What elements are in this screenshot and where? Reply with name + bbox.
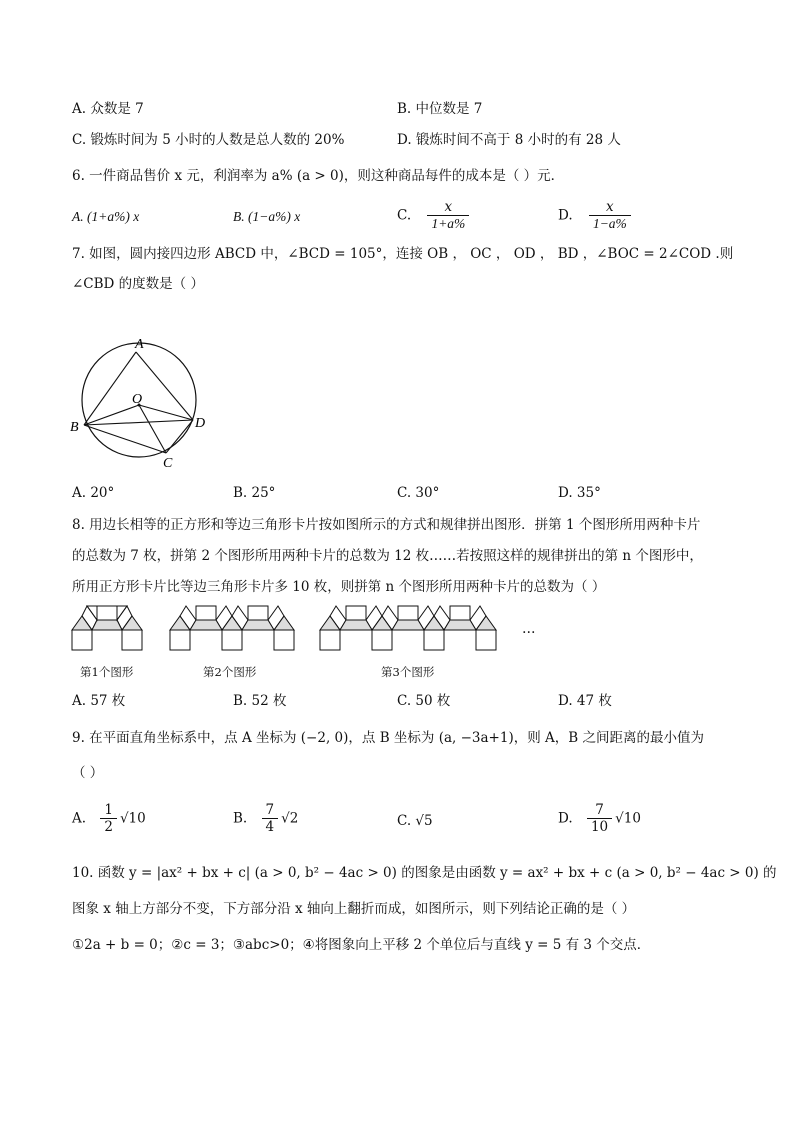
q8-stem-line1: 8. 用边长相等的正方形和等边三角形卡片按如图所示的方式和规律拼出图形．拼第 1 个图形所用两种卡片 [72,517,701,533]
q9-option-a-radical: √10 [119,810,146,827]
q6-option-c [397,199,472,232]
q5-option-d: D. 锻炼时间不高于 8 小时的有 28 人 [397,132,621,148]
q9-option-a-numerator: 1 [100,802,117,819]
pattern-figure-3 [318,602,504,654]
q8-stem-line2: 的总数为 7 枚，拼第 2 个图形所用两种卡片的总数为 12 枚……若按照这样的规律拼出的第 n 个图形中， [72,548,703,564]
q9-option-d-numerator: 7 [587,802,612,819]
q10-stem-line1: 10. 函数 y = |ax² + bx + c| (a > 0, b² − 4ac > 0) 的图象是由函数 y = ax² + bx + c (a > 0, b² − 4ac > 0) 的 [72,865,777,881]
q10-stem-line2: 图象 x 轴上方部分不变，下方部分沿 x 轴向上翻折而成，如图所示，则下列结论正确的是（ ） [72,901,636,917]
q9-option-c: C. √5 [397,813,433,829]
q6-option-c-numerator: x [427,199,469,216]
q8-option-a: A. 57 枚 [72,693,126,709]
q9-stem-line1: 9. 在平面直角坐标系中，点 A 坐标为 (−2, 0)，点 B 坐标为 (a, −3a+1)，则 A，B 之间距离的最小值为 [72,730,704,746]
point-label-b: B [70,420,79,435]
point-label-a: A [135,337,144,352]
q7-stem-line2: ∠CBD 的度数是（ ） [72,276,204,292]
q9-option-a [72,802,146,835]
pattern-caption-3: 第3个图形 [381,665,435,679]
q7-circle-figure [66,332,216,472]
point-label-o: O [132,392,143,407]
q9-option-b-denominator: 4 [265,819,275,835]
q7-stem-line1: 7. 如图，圆内接四边形 ABCD 中，∠BCD = 105°，连接 OB ， OC ， OD ， BD ，∠BOC = 2∠COD .则 [72,246,734,262]
q7-option-a: A. 20° [72,485,115,501]
q9-option-b-label: B. [233,810,248,827]
q8-option-d: D. 47 枚 [558,693,612,709]
q6-option-c-label: C. [397,207,412,224]
q6-option-a: A. (1+a%) x [72,209,140,224]
q6-option-d [558,199,634,232]
pattern-ellipsis: … [522,621,536,637]
q8-stem-line3: 所用正方形卡片比等边三角形卡片多 10 枚，则拼第 n 个图形所用两种卡片的总数为（ ） [72,579,606,595]
q6-option-d-label: D. [558,207,573,224]
q9-option-a-label: A. [72,810,87,827]
q7-option-b: B. 25° [233,485,276,501]
q9-option-b-numerator: 7 [262,802,279,819]
q9-option-d-denominator: 10 [590,819,609,835]
q6-option-d-numerator: x [589,199,631,216]
q5-option-b: B. 中位数是 7 [397,101,483,117]
q9-option-b [233,802,298,835]
q6-stem: 6. 一件商品售价 x 元，利润率为 a% (a > 0)，则这种商品每件的成本是（ ）元． [72,168,565,184]
q6-option-c-denominator: 1+a% [431,216,466,231]
q9-option-d-radical: √10 [615,810,641,827]
q9-stem-line2: （ ） [72,765,104,781]
q10-stem-line3: ①2a + b = 0；②c = 3；③abc>0；④将图象向上平移 2 个单位后与直线 y = 5 有 3 个交点． [72,937,651,953]
q7-option-d: D. 35° [558,485,601,501]
q9-option-d-label: D. [558,810,573,827]
pattern-figure-2 [168,602,300,654]
q6-option-b: B. (1−a%) x [233,209,301,224]
q8-option-b: B. 52 枚 [233,693,287,709]
pattern-figure-1 [70,602,150,654]
q7-option-c: C. 30° [397,485,440,501]
q9-option-d [558,802,641,835]
pattern-caption-1: 第1个图形 [80,665,134,679]
point-label-d: D [195,416,206,431]
q8-option-c: C. 50 枚 [397,693,451,709]
q6-option-d-denominator: 1−a% [592,216,627,231]
pattern-caption-2: 第2个图形 [203,665,257,679]
q5-option-c: C. 锻炼时间为 5 小时的人数是总人数的 20% [72,132,345,148]
q9-option-b-radical: √2 [281,810,299,827]
q5-option-a: A. 众数是 7 [72,101,144,117]
q9-option-a-denominator: 2 [104,819,113,835]
point-label-c: C [163,456,173,471]
